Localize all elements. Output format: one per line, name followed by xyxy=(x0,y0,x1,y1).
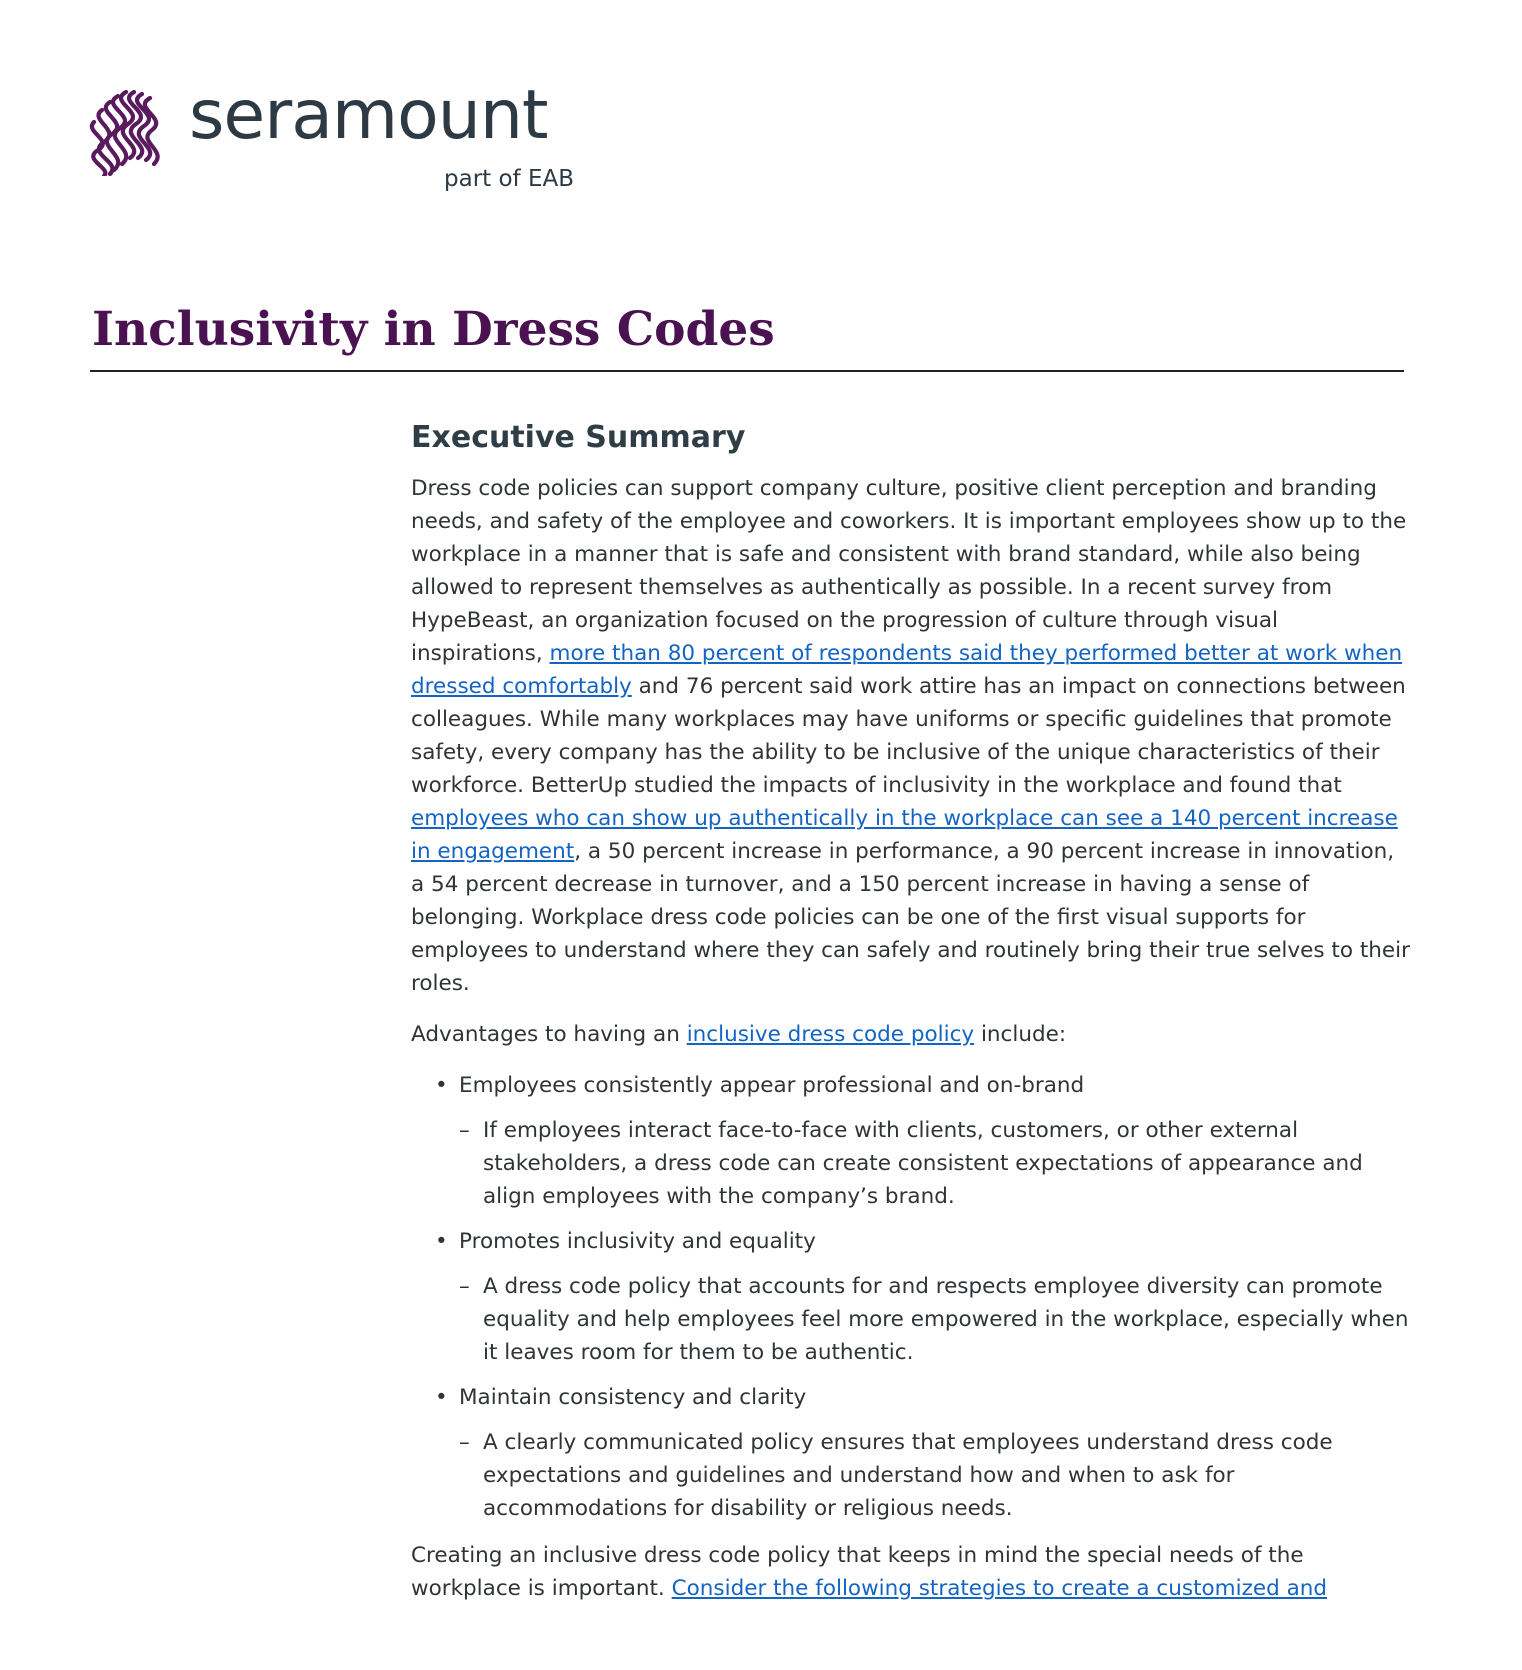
title-divider xyxy=(90,370,1404,372)
list-item-text: Maintain consistency and clarity xyxy=(459,1385,807,1410)
wave-stripes-icon xyxy=(86,88,172,176)
dash-marker: – xyxy=(459,1118,470,1143)
bullet-marker: • xyxy=(435,1385,448,1410)
document-title: Inclusivity in Dress Codes xyxy=(92,302,775,357)
intro-text-3: , a 50 percent increase in performance, a 90 percent increase in innovation, a 54 percent decrease in turnover, and a 150 percent increase in having a sense of belonging. Workplace dress code policies can be one of the first visual supports for employees to understand where they can safely and routinely bring their true selves to their roles. xyxy=(411,839,1410,996)
dress-code-policy-link[interactable]: inclusive dress code policy xyxy=(686,1022,975,1047)
list-item xyxy=(411,1069,1411,1213)
intro-paragraph xyxy=(411,472,1411,1000)
bullet-marker: • xyxy=(435,1229,448,1254)
list-item xyxy=(411,1381,1411,1525)
logo-wordmark: seramount xyxy=(189,76,548,155)
dash-marker: – xyxy=(459,1274,470,1299)
advantages-paragraph xyxy=(411,1018,1411,1051)
seramount-logo xyxy=(86,76,606,198)
list-item-text: Promotes inclusivity and equality xyxy=(459,1229,816,1254)
intro-text-2: and 76 percent said work attire has an impact on connections between colleagues. While many workplaces may have uniforms or specific guidelines that promote safety, every company has the ability to be inclusive of the unique characteristics of their workforce. BetterUp studied the impacts of inclusivity in the workplace and found that xyxy=(411,674,1406,798)
sub-list-item xyxy=(459,1270,1411,1369)
main-content xyxy=(411,420,1411,1623)
survey-link[interactable]: more than 80 percent of respondents said they performed better at work when dressed comfortably xyxy=(411,641,1403,699)
sub-list-item-text: A clearly communicated policy ensures that employees understand dress code expectations and guidelines and understand how and when to ask for accommodations for disability or religious needs. xyxy=(483,1430,1333,1521)
sub-list-item xyxy=(459,1426,1411,1525)
closing-paragraph xyxy=(411,1539,1411,1605)
section-heading: Executive Summary xyxy=(411,420,746,455)
sub-list-item-text: If employees interact face-to-face with clients, customers, or other external stakeholders, a dress code can create consistent expectations of appearance and align employees with the company’s brand. xyxy=(483,1118,1363,1209)
advantages-list xyxy=(411,1069,1411,1525)
list-item xyxy=(411,1225,1411,1369)
list-item-text: Employees consistently appear professional and on-brand xyxy=(459,1073,1085,1098)
advantages-text-2: include: xyxy=(974,1022,1067,1047)
closing-text: Creating an inclusive dress code policy that keeps in mind the special needs of the workplace is important. xyxy=(411,1543,1304,1601)
sub-list-item xyxy=(459,1114,1411,1213)
sub-list-item-text: A dress code policy that accounts for and respects employee diversity can promote equality and help employees feel more empowered in the workplace, especially when it leaves room for them to be authentic. xyxy=(483,1274,1409,1365)
engagement-link[interactable]: employees who can show up authentically in the workplace can see a 140 percent increase in engagement xyxy=(411,806,1398,864)
intro-text-1: Dress code policies can support company culture, positive client perception and branding needs, and safety of the employee and coworkers. It is important employees show up to the workplace in a manner that is safe and consistent with brand standard, while also being allowed to represent themselves as authentically as possible. In a recent survey from HypeBeast, an organization focused on the progression of culture through visual inspirations, xyxy=(411,476,1407,666)
dash-marker: – xyxy=(459,1430,470,1455)
logo-tagline: part of EAB xyxy=(444,166,575,192)
advantages-text-1: Advantages to having an xyxy=(411,1022,687,1047)
bullet-marker: • xyxy=(435,1073,448,1098)
strategies-link[interactable]: Consider the following strategies to create a customized and xyxy=(671,1576,1328,1601)
